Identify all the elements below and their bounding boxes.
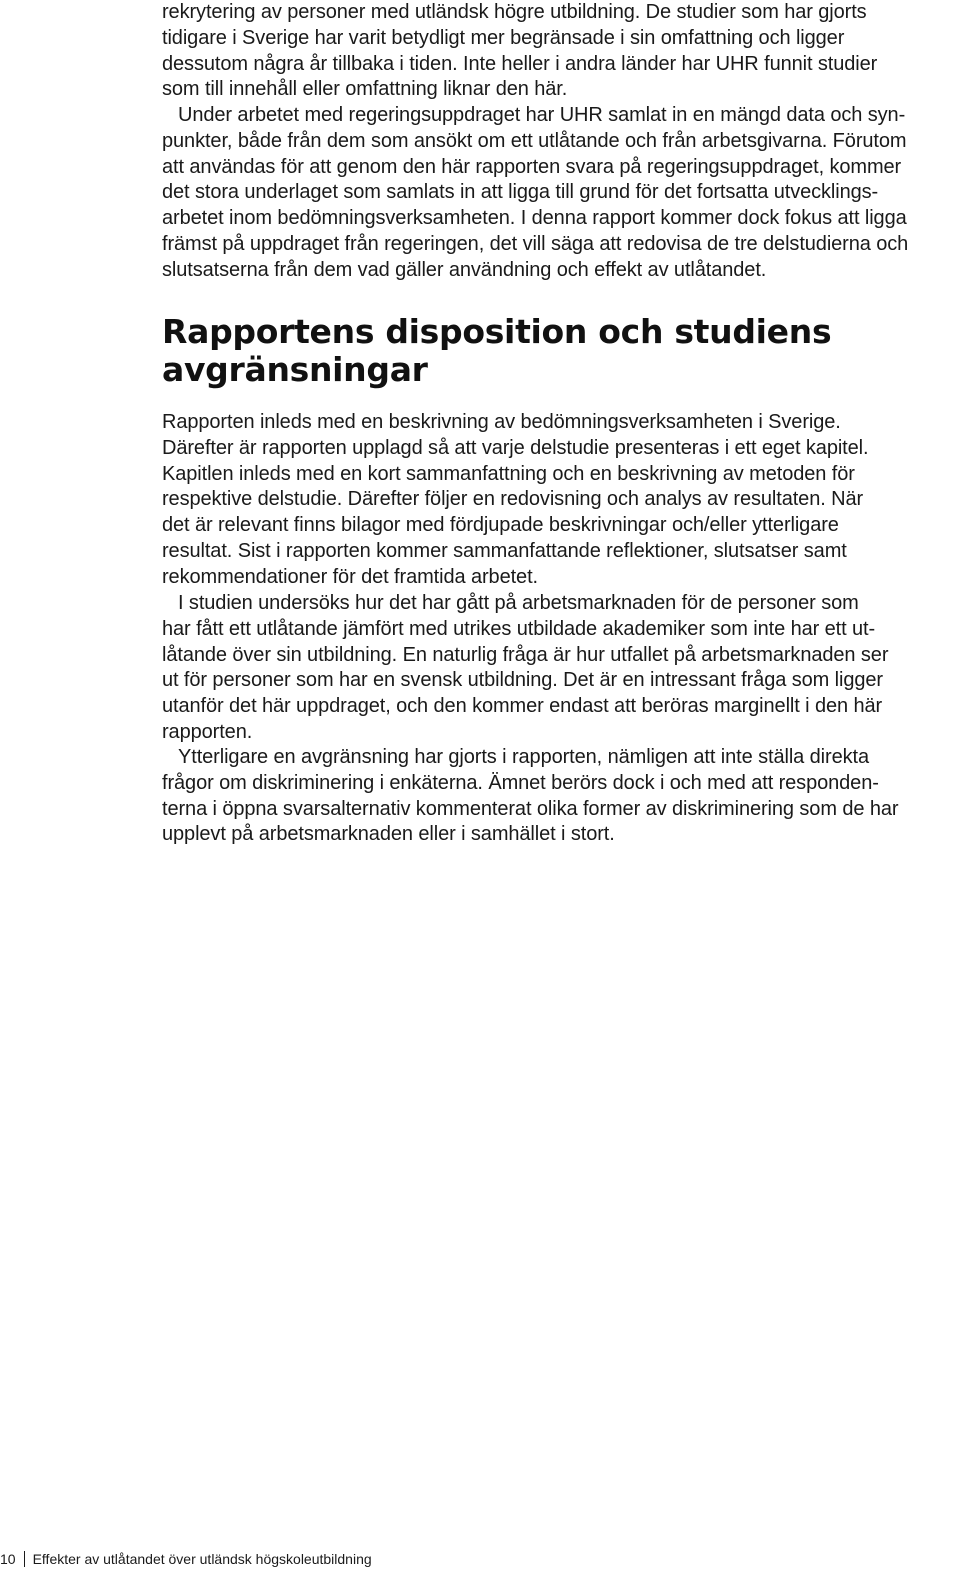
text-line: främst på uppdraget från regeringen, det vill säga att redovisa de tre delstudierna och [162, 232, 909, 255]
paragraph-report-structure [162, 410, 868, 591]
text-line: det är relevant finns bilagor med fördjupade beskrivningar och/eller ytterligare [162, 514, 839, 537]
text-line: Ytterligare en avgränsning har gjorts i rapporten, nämligen att inte ställa direkta [178, 746, 869, 768]
text-line: I studien undersöks hur det har gått på arbetsmarknaden för de personer som [178, 592, 859, 614]
text-line: arbetet inom bedömningsverksamheten. I denna rapport kommer dock fokus att ligga [162, 207, 907, 230]
text-line: upplevt på arbetsmarknaden eller i samhället i stort. [162, 823, 615, 846]
paragraph-data-collection [162, 103, 908, 284]
text-line: rekommendationer för det framtida arbetet. [162, 565, 538, 588]
text-line: dessutom några år tillbaka i tiden. Inte heller i andra länder har UHR funnit studier [162, 52, 878, 75]
text-line: Under arbetet med regeringsuppdraget har UHR samlat in en mängd data och syn- [178, 104, 906, 126]
page-footer [0, 1550, 372, 1568]
text-line: punkter, både från dem som ansökt om ett utlåtande och från arbetsgivarna. Förutom [162, 129, 907, 152]
text-line: utanför det här uppdraget, och den kommer endast att beröras marginellt i den här [162, 695, 883, 718]
text-line: låtande över sin utbildning. En naturlig fråga är hur utfallet på arbetsmarknaden ser [162, 643, 889, 666]
page-number: 10 [0, 1551, 16, 1567]
text-line: respektive delstudie. Därefter följer en redovisning och analys av resultaten. När [162, 488, 864, 511]
text-line: som till innehåll eller omfattning liknar den här. [162, 78, 568, 101]
text-line: terna i öppna svarsalternativ kommenterat olika former av diskriminering som de har [162, 797, 899, 820]
section-heading-line: Rapportens disposition och studiens [162, 312, 832, 351]
section-heading-line: avgränsningar [162, 350, 428, 389]
paragraph-limitations [162, 745, 898, 848]
paragraph-study-scope [162, 591, 888, 746]
text-line: slutsatserna från dem vad gäller användning och effekt av utlåtandet. [162, 258, 767, 281]
text-line: Därefter är rapporten upplagd så att varje delstudie presenteras i ett eget kapitel. [162, 436, 869, 459]
text-line: Kapitlen inleds med en kort sammanfattning och en beskrivning av metoden för [162, 462, 855, 485]
footer-divider [24, 1551, 25, 1567]
text-line: ut för personer som har en svensk utbildning. Det är en intressant fråga som ligger [162, 669, 883, 692]
text-line: att användas för att genom den här rapporten svara på regeringsuppdraget, kommer [162, 155, 902, 178]
text-line: tidigare i Sverige har varit betydligt mer begränsade i sin omfattning och ligger [162, 26, 845, 49]
text-line: rapporten. [162, 720, 253, 743]
text-line: Rapporten inleds med en beskrivning av bedömningsverksamheten i Sverige. [162, 411, 841, 433]
footer-title: Effekter av utlåtandet över utländsk högskoleutbildning [32, 1551, 372, 1567]
text-line: det stora underlaget som samlats in att ligga till grund för det fortsatta utvecklings- [162, 181, 879, 204]
text-line: frågor om diskriminering i enkäterna. Ämnet berörs dock i och med att responden- [162, 771, 879, 794]
text-line: rekrytering av personer med utländsk högre utbildning. De studier som har gjorts [162, 1, 867, 23]
text-line: resultat. Sist i rapporten kommer sammanfattande reflektioner, slutsatser samt [162, 539, 847, 562]
section-heading [162, 313, 954, 389]
paragraph-intro-continued [162, 0, 877, 103]
text-line: har fått ett utlåtande jämfört med utrikes utbildade akademiker som inte har ett ut- [162, 617, 876, 640]
